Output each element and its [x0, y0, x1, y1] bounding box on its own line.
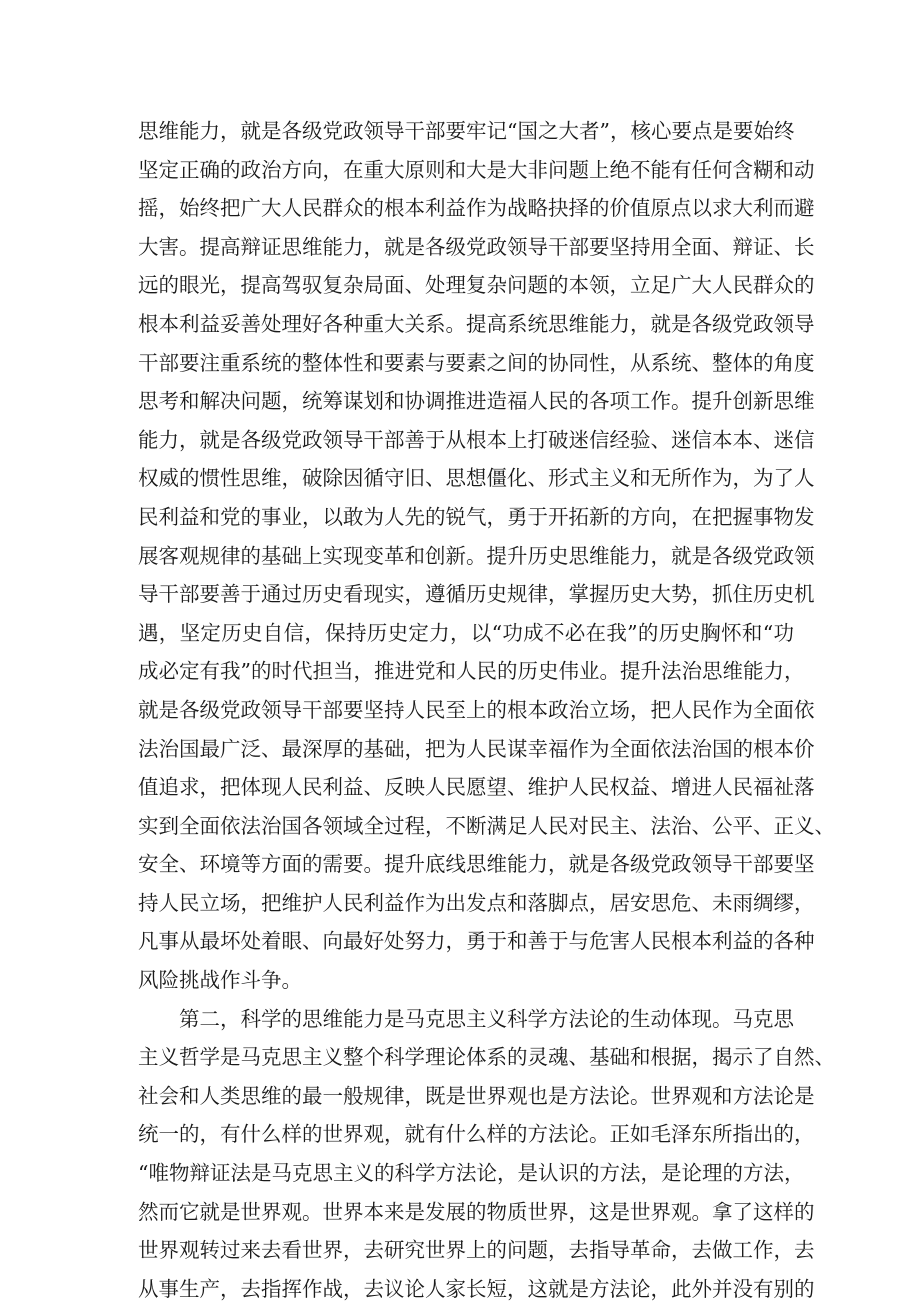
paragraph-line: 民利益和党的事业，以敢为人先的锐气，勇于开拓新的方向，在把握事物发 [138, 504, 815, 529]
paragraph-line: 展客观规律的基础上实现变革和创新。提升历史思维能力，就是各级党政领 [138, 543, 815, 568]
paragraph-line: 远的眼光，提高驾驭复杂局面、处理复杂问题的本领，立足广大人民群众的 [138, 273, 815, 298]
paragraph-line: 主义哲学是马克思主义整个科学理论体系的灵魂、基础和根据，揭示了自然、 [138, 1045, 835, 1070]
paragraph-line: 根本利益妥善处理好各种重大关系。提高系统思维能力，就是各级党政领导 [138, 311, 815, 336]
paragraph-line: 就是各级党政领导干部要坚持人民至上的根本政治立场，把人民作为全面依 [138, 697, 815, 722]
paragraph-line: 安全、环境等方面的需要。提升底线思维能力，就是各级党政领导干部要坚 [138, 852, 815, 877]
paragraph-line: 干部要注重系统的整体性和要素与要素之间的协同性，从系统、整体的角度 [138, 350, 815, 375]
paragraph-line: 然而它就是世界观。世界本来是发展的物质世界，这是世界观。拿了这样的 [138, 1199, 815, 1224]
paragraph-line: 思考和解决问题，统筹谋划和协调推进造福人民的各项工作。提升创新思维 [138, 389, 815, 414]
paragraph-line: 能力，就是各级党政领导干部善于从根本上打破迷信经验、迷信本本、迷信 [138, 427, 815, 452]
paragraph-line: 法治国最广泛、最深厚的基础，把为人民谋幸福作为全面依法治国的根本价 [138, 736, 815, 761]
paragraph-line: 第二，科学的思维能力是马克思主义科学方法论的生动体现。马克思 [179, 1006, 794, 1031]
paragraph-line: 风险挑战作斗争。 [138, 968, 302, 993]
paragraph-line: 值追求，把体现人民利益、反映人民愿望、维护人民权益、增进人民福祉落 [138, 775, 815, 800]
paragraph-line: 社会和人类思维的最一般规律，既是世界观也是方法论。世界观和方法论是 [138, 1083, 815, 1108]
paragraph-line: 持人民立场，把维护人民利益作为出发点和落脚点，居安思危、未雨绸缪， [138, 890, 815, 915]
paragraph-line: 成必定有我”的时代担当，推进党和人民的历史伟业。提升法治思维能力， [138, 659, 805, 684]
paragraph-line: 导干部要善于通过历史看现实，遵循历史规律，掌握历史大势，抓住历史机 [138, 582, 815, 607]
paragraph-line: 思维能力，就是各级党政领导干部要牢记“国之大者”，核心要点是要始终 [138, 119, 795, 143]
paragraph-line: 大害。提高辩证思维能力，就是各级党政领导干部要坚持用全面、辩证、长 [138, 234, 815, 259]
paragraph-line: “唯物辩证法是马克思主义的科学方法论，是认识的方法，是论理的方法， [138, 1161, 805, 1186]
paragraph-line: 遇，坚定历史自信，保持历史定力，以“功成不必在我”的历史胸怀和“功 [138, 620, 794, 645]
paragraph-2 [138, 1000, 835, 1308]
paragraph-line: 权威的惯性思维，破除因循守旧、思想僵化、形式主义和无所作为，为了人 [138, 466, 815, 491]
paragraph-1 [138, 112, 835, 1000]
paragraph-line: 坚定正确的政治方向，在重大原则和大是大非问题上绝不能有任何含糊和动 [138, 157, 815, 182]
paragraph-line: 统一的，有什么样的世界观，就有什么样的方法论。正如毛泽东所指出的， [138, 1122, 815, 1147]
paragraph-line: 摇，始终把广大人民群众的根本利益作为战略抉择的价值原点以求大利而避 [138, 196, 815, 221]
paragraph-line: 凡事从最坏处着眼、向最好处努力，勇于和善于与危害人民根本利益的各种 [138, 929, 815, 954]
paragraph-line: 世界观转过来去看世界，去研究世界上的问题，去指导革命，去做工作，去 [138, 1238, 815, 1263]
paragraph-line: 实到全面依法治国各领域全过程，不断满足人民对民主、法治、公平、正义、 [138, 813, 835, 838]
document-body [138, 112, 835, 1308]
paragraph-line: 从事生产，去指挥作战，去议论人家长短，这就是方法论，此外并没有别的 [138, 1276, 815, 1301]
